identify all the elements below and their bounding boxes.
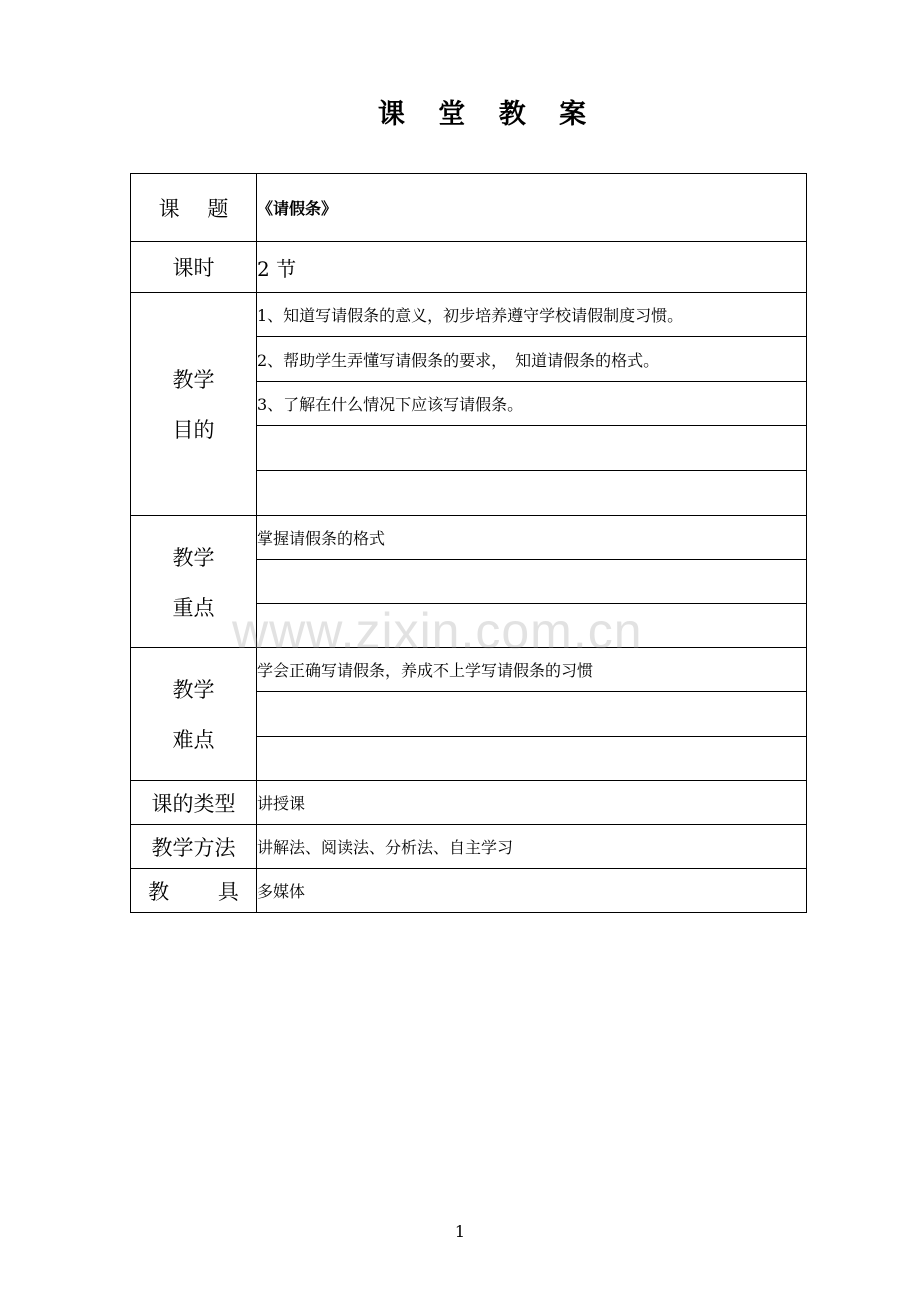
teaching-tools-label: 教 具 (131, 869, 257, 913)
teaching-tools-row (131, 869, 807, 913)
hours-row (131, 242, 807, 293)
key-points-label-line1: 教学 (172, 545, 215, 570)
lesson-plan-table (130, 173, 807, 913)
key-point-row (131, 516, 807, 560)
key-point-3 (257, 604, 807, 648)
key-point-1: 掌握请假条的格式 (257, 516, 807, 560)
difficulties-label (131, 648, 257, 781)
watermark: www.zixin.com.cn (232, 603, 643, 659)
objective-2: 2、帮助学生弄懂写请假条的要求， 知道请假条的格式。 (257, 337, 807, 382)
difficulties-label-line2: 难点 (172, 728, 215, 752)
objective-4 (257, 426, 807, 471)
teaching-method-label: 教学方法 (131, 825, 257, 869)
key-points-label-line2: 重点 (172, 595, 215, 620)
topic-value: 《请假条》 (257, 174, 807, 242)
objective-1: 1、知道写请假条的意义，初步培养遵守学校请假制度习惯。 (257, 293, 807, 337)
objective-3: 3、了解在什么情况下应该写请假条。 (257, 382, 807, 426)
objective-row (131, 293, 807, 337)
topic-row (131, 174, 807, 242)
topic-label: 课 题 (131, 174, 257, 242)
teaching-tools-value: 多媒体 (257, 869, 807, 913)
teaching-method-value: 讲解法、阅读法、分析法、自主学习 (257, 825, 807, 869)
objective-5 (257, 471, 807, 516)
page-number: 1 (454, 1222, 466, 1241)
objectives-label-line2: 目的 (172, 418, 215, 442)
difficulty-3 (257, 737, 807, 781)
hours-value: 2 节 (257, 242, 807, 293)
key-point-2 (257, 560, 807, 604)
difficulty-1: 学会正确写请假条，养成不上学写请假条的习惯 (257, 648, 807, 692)
lesson-type-value: 讲授课 (257, 781, 807, 825)
key-points-label (131, 516, 257, 648)
difficulty-2 (257, 692, 807, 737)
objectives-label (131, 293, 257, 516)
teaching-method-row (131, 825, 807, 869)
objectives-label-line1: 教学 (172, 368, 215, 392)
lesson-type-label: 课的类型 (131, 781, 257, 825)
difficulty-row (131, 648, 807, 692)
difficulties-label-line1: 教学 (172, 678, 215, 702)
page-title: 课 堂 教 案 (377, 99, 599, 130)
lesson-type-row (131, 781, 807, 825)
hours-label: 课时 (131, 242, 257, 293)
